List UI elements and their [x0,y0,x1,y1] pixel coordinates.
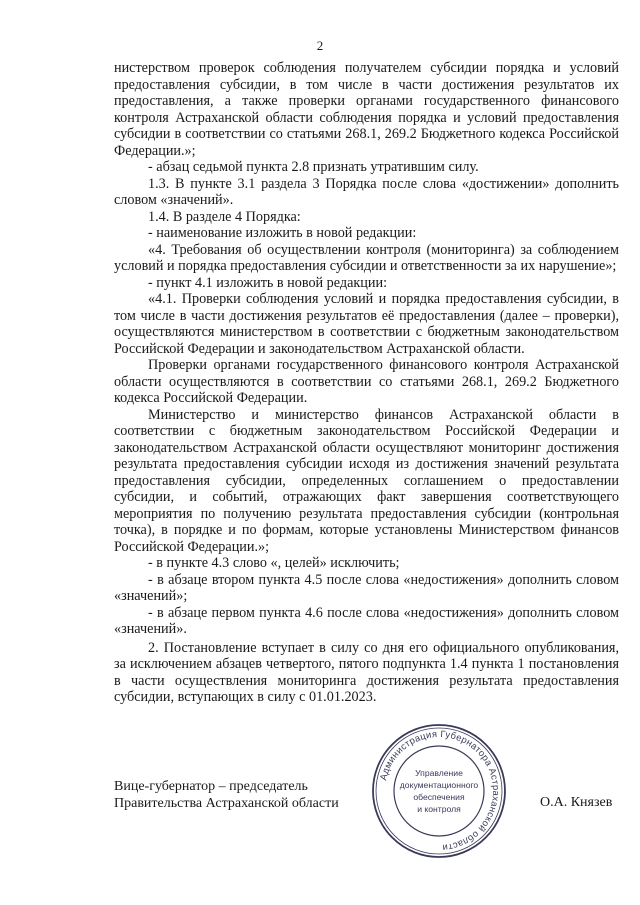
paragraph: «4. Требования об осуществлении контроля (мониторинга) за соблюдением условий и порядка предоставления субсидии и ответственности за их нарушение»; [114,241,619,274]
paragraph: - абзац седьмой пункта 2.8 признать утратившим силу. [148,159,479,175]
svg-text:Администрация Губернатора Астр [377,728,502,854]
signatory-name: О.А. Князев [540,795,613,810]
paragraph: «4.1. Проверки соблюдения условий и порядка предоставления субсидии, в том числе в части достижения результатов её предоставления (далее – проверки), осуществляются министерством в соответствии с бюджетным законодательством Российской Федерации и законодательством Астраханской области. [114,291,619,357]
paragraph: - в пункте 4.3 слово «, целей» исключить; [148,555,400,571]
page-number: 2 [316,38,324,53]
stamp-line: документационного [399,780,479,790]
paragraph: - в абзаце первом пункта 4.6 после слова «недостижения» дополнить словом «значений». [114,604,619,637]
paragraph: 1.4. В разделе 4 Порядка: [148,208,301,225]
paragraph: - в абзаце втором пункта 4.5 после слова «недостижения» дополнить словом «значений»; [114,571,619,604]
stamp-line: и контроля [417,804,461,814]
paragraph: Министерство и министерство финансов Астраханской области в соответствии с бюджетным законодательством Российской Федерации и законодательством Астраханской области осуществляют мониторинг достижения результата предоставления субсидии исходя из достижения значений результата предоставления субсидии, определенных соглашением о предоставлении субсидии, и событий, отражающих факт завершения соответствующего мероприятия по получению результата предоставления субсидии (контрольная точка), в порядке и по формам, которые установлены Министерством финансов Российской Федерации.»; [114,406,619,555]
paragraph: 2. Постановление вступает в силу со дня его официального опубликования, за исключением абзацев четвертого, пятого подпункта 1.4 пункта 1 постановления в части осуществления мониторинга достижения результата предоставления субсидии, вступающих в силу с 01.01.2023. [114,639,619,705]
stamp-ring-text: Администрация Губернатора Астраханской области [377,727,503,854]
stamp-line: Управление [415,768,463,778]
paragraph: нистерством проверок соблюдения получателем субсидии порядка и условий предоставления субсидии, в том числе в части достижения результатов их предоставления, а также проверки органами государственного финансового контроля Астраханской области соблюдения порядка и условий предоставления субсидии в соответствии со статьями 268.1, 269.2 Бюджетного кодекса Российской Федерации.»; [114,60,619,159]
stamp-line: обеспечения [413,792,465,802]
document-body [114,60,619,706]
position-line: Правительства Астраханской области [114,796,339,811]
position-line: Вице-губернатор – председатель [114,779,308,794]
official-stamp [370,722,508,860]
paragraph: 1.3. В пункте 3.1 раздела 3 Порядка после слова «достижении» дополнить словом «значений». [114,175,619,208]
paragraph: - наименование изложить в новой редакции: [148,225,417,241]
signatory-position [114,778,339,812]
paragraph: - пункт 4.1 изложить в новой редакции: [148,274,388,291]
paragraph: Проверки органами государственного финансового контроля Астраханской области осуществляются в соответствии со статьями 268.1, 269.2 Бюджетного кодекса Российской Федерации. [114,357,619,406]
